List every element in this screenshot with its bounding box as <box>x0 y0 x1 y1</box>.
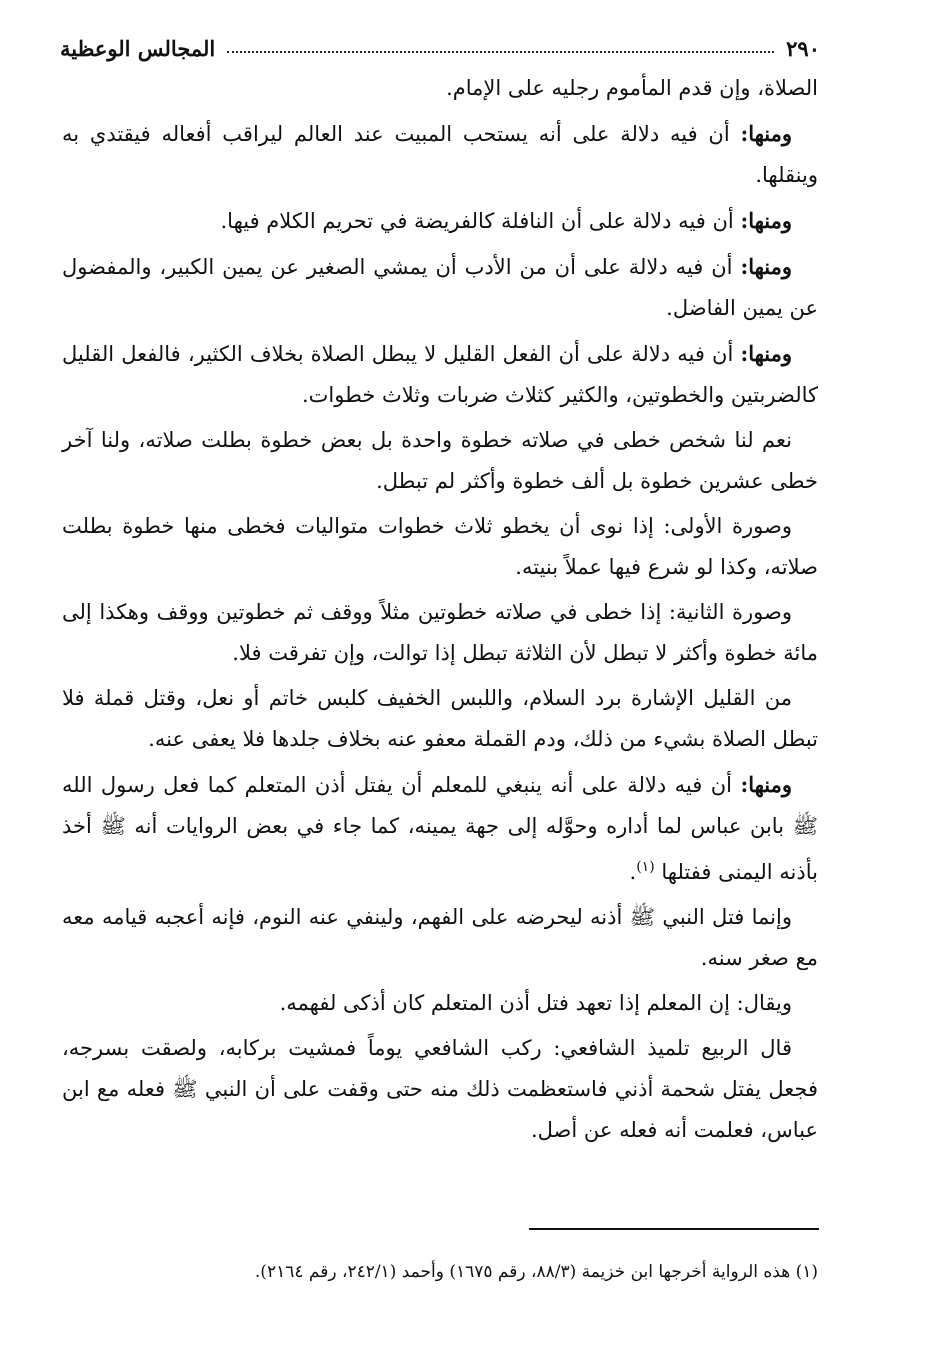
paragraph-text: أن فيه دلالة على أن من الأدب أن يمشي الصغير عن يمين الكبير، والمفضول عن يمين الفاضل. <box>62 255 818 320</box>
paragraph <box>62 592 818 674</box>
paragraph-text: ويقال: إن المعلم إذا تعهد فتل أذن المتعلم كان أذكى لفهمه. <box>279 991 792 1015</box>
paragraph-lead: ومنها: <box>740 772 792 797</box>
paragraph-text: الصلاة، وإن قدم المأموم رجليه على الإمام. <box>446 76 818 100</box>
footnote-reference[interactable]: (١) <box>636 859 655 875</box>
paragraph-text: قال الربيع تلميذ الشافعي: ركب الشافعي يوماً فمشيت بركابه، ولصقت بسرجه، فجعل يفتل شحمة أذني فاستعظمت ذلك منه حتى وقفت على أن النبي ﷺ فعله مع ابن عباس، فعلمت أنه فعله عن أصل. <box>62 1036 818 1142</box>
paragraph-text: أن فيه دلالة على أن الفعل القليل لا يبطل الصلاة بخلاف الكثير، فالفعل القليل كالضربتين والخطوتين، والكثير كثلاث ضربات وثلاث خطوات. <box>62 342 818 407</box>
paragraph-text: أن فيه دلالة على أنه ينبغي للمعلم أن يفتل أذن المتعلم كما فعل رسول الله ﷺ بابن عباس لما أداره وحوَّله إلى جهة يمينه، كما جاء في بعض الروايات أنه ﷺ أخذ بأذنه اليمنى ففتلها <box>62 773 818 884</box>
paragraph-lead: ومنها: <box>740 121 792 146</box>
running-title: المجالس الوعظية <box>60 35 216 61</box>
paragraph-text: أن فيه دلالة على أن النافلة كالفريضة في تحريم الكلام فيها. <box>220 209 741 233</box>
paragraph-text: نعم لنا شخص خطى في صلاته خطوة واحدة بل بعض خطوة بطلت صلاته، ولنا آخر خطى عشرين خطوة بل ألف خطوة وأكثر لم تبطل. <box>62 428 818 493</box>
header-dotted-leader <box>227 51 774 53</box>
paragraph <box>62 200 818 242</box>
paragraph <box>62 420 818 502</box>
paragraph-text: وصورة الأولى: إذا نوى أن يخطو ثلاث خطوات متواليات فخطى منها خطوة بطلت صلاته، وكذا لو شرع فيها عملاً بنيته. <box>62 514 818 579</box>
paragraph <box>62 246 818 329</box>
paragraph-text-end: . <box>629 860 637 884</box>
paragraph <box>62 333 818 416</box>
main-text <box>62 68 818 1155</box>
paragraph-text: وإنما فتل النبي ﷺ أذنه ليحرضه على الفهم، ولينفي عنه النوم، فإنه أعجبه قيامه معه مع صغر سنه. <box>62 905 818 970</box>
paragraph-lead: ومنها: <box>740 341 792 366</box>
paragraph-text: أن فيه دلالة على أنه يستحب المبيت عند العالم ليراقب أفعاله فيقتدي به وينقلها. <box>62 122 818 187</box>
footnotes <box>62 1258 818 1286</box>
paragraph <box>62 68 818 109</box>
paragraph <box>62 678 818 760</box>
paragraph <box>62 113 818 196</box>
paragraph <box>62 506 818 588</box>
paragraph <box>62 983 818 1024</box>
paragraph <box>62 764 818 893</box>
paragraph <box>62 1028 818 1151</box>
page-number: ٢٩٠ <box>786 35 820 61</box>
paragraph-text: وصورة الثانية: إذا خطى في صلاته خطوتين مثلاً ووقف ثم خطوتين ووقف وهكذا إلى مائة خطوة وأكثر لا تبطل لأن الثلاثة تبطل إذا توالت، وإن تفرقت فلا. <box>62 600 818 665</box>
paragraph <box>62 897 818 979</box>
paragraph-lead: ومنها: <box>740 208 792 233</box>
paragraph-lead: ومنها: <box>740 254 792 279</box>
page-header <box>60 30 820 66</box>
footnote-separator <box>529 1228 819 1230</box>
paragraph-text: من القليل الإشارة برد السلام، واللبس الخفيف كلبس خاتم أو نعل، وقتل قملة فلا تبطل الصلاة بشيء من ذلك، ودم القملة معفو عنه بخلاف جلدها فلا يعفى عنه. <box>62 686 818 751</box>
footnote: (١) هذه الرواية أخرجها ابن خزيمة (٨٨/٣، رقم ١٦٧٥) وأحمد (٢٤٢/١، رقم ٢١٦٤). <box>254 1262 818 1282</box>
